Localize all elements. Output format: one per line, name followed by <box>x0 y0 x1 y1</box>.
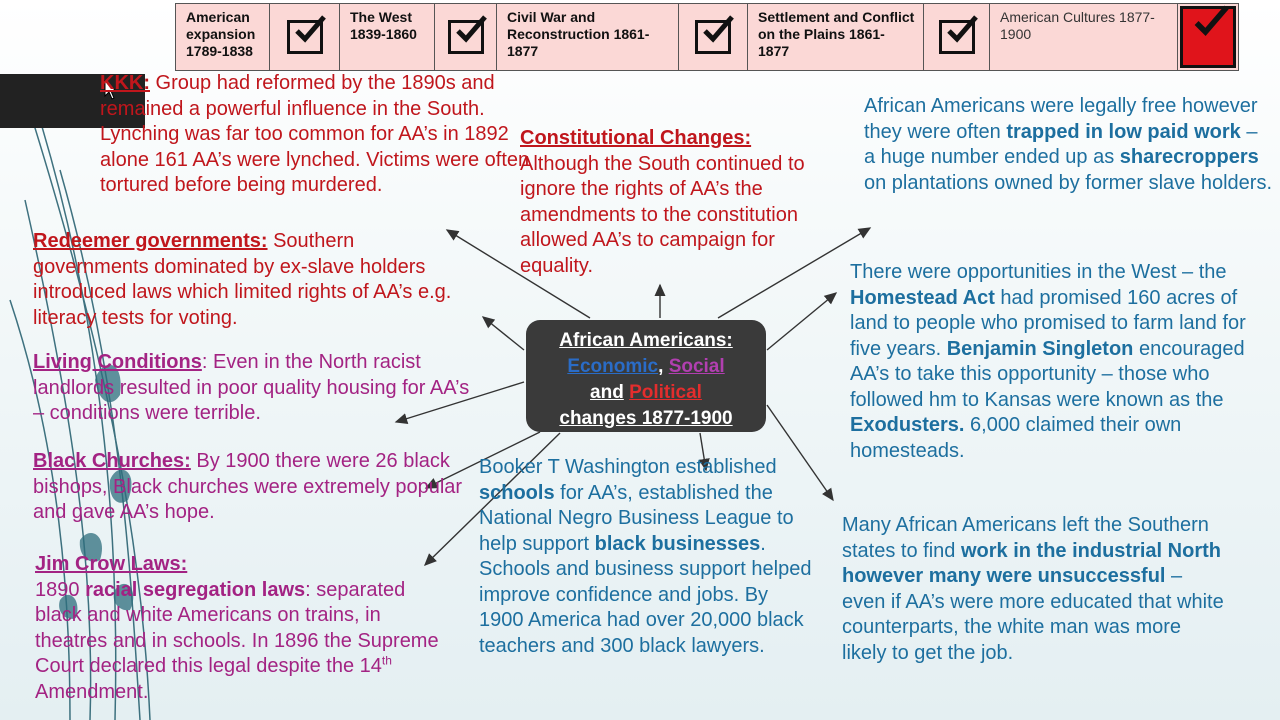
nav-label: Civil War and Reconstruction 1861-1877 <box>507 9 650 59</box>
jimcrow-heading: Jim Crow Laws: <box>35 553 188 575</box>
north-b1: work in the industrial North however many were unsuccessful <box>842 539 1221 587</box>
living-heading: Living Conditions <box>33 351 202 373</box>
north-t2: – even if AA’s were more educated that white counterparts, the white man was more likely to get the job. <box>842 565 1224 664</box>
nav-label: American Cultures 1877-1900 <box>1000 9 1155 42</box>
booker-t2: for AA’s, established the National Negro Business League to help support <box>479 481 794 555</box>
west-b3: Exodusters. <box>850 414 965 436</box>
jimcrow-bold: racial segregation laws <box>85 578 306 601</box>
center-title: African Americans: <box>559 330 733 351</box>
booker-t-washington-note <box>479 455 814 659</box>
jimcrow-text: : separated black and white Americans on trains, in theatres and in schools. In 1896 the Supreme Court declared this legal despite the 14 <box>35 578 439 677</box>
nav-label: Settlement and Conflict on the Plains 1861-1877 <box>758 9 915 59</box>
redeemer-note <box>33 229 473 331</box>
sharecroppers-b1: trapped in low paid work <box>1006 120 1241 143</box>
west-t4: 6,000 claimed their own homesteads. <box>850 414 1182 462</box>
center-comma: , <box>658 356 664 377</box>
sharecroppers-note <box>864 94 1274 196</box>
constitutional-heading: Constitutional Changes: <box>520 127 752 149</box>
jimcrow-end: Amendment. <box>35 680 149 703</box>
constitutional-text: Although the South continued to ignore the rights of AA’s the amendments to the constitution allowed AA’s to campaign for equality. <box>520 152 805 277</box>
west-t1: There were opportunities in the West – the <box>850 261 1227 283</box>
redeemer-heading: Redeemer governments: <box>33 230 268 252</box>
center-political: Political <box>629 382 702 403</box>
sharecroppers-b2: sharecroppers <box>1119 146 1259 168</box>
kkk-text: Group had reformed by the 1890s and remained a powerful influence in the South. Lynching was far too common for AA’s in 1892 alone 161 AA’s were lynched. Victims were often tortured before being murdered. <box>100 72 530 196</box>
living-conditions-note <box>33 350 473 427</box>
west-t2: had promised 160 acres of land to people who promised to farm land for five years. <box>850 286 1246 360</box>
west-b1: Homestead Act <box>850 286 995 309</box>
constitutional-note <box>520 126 840 279</box>
west-opportunities-note <box>850 260 1265 464</box>
center-and: and <box>590 382 624 403</box>
living-text: : Even in the North racist landlords resulted in poor quality housing for AA’s – conditions were terrible. <box>33 351 470 424</box>
center-economic: Economic <box>567 356 659 377</box>
west-b2: Benjamin Singleton <box>946 337 1134 360</box>
booker-b2: black businesses <box>594 532 761 555</box>
center-dates: changes 1877-1900 <box>559 408 733 429</box>
sharecroppers-t1: African Americans were legally free however they were often <box>864 95 1258 143</box>
booker-t1: Booker T Washington established <box>479 456 777 478</box>
nav-label: American expansion 1789-1838 <box>186 9 256 59</box>
kkk-heading: KKK: <box>100 72 150 94</box>
kkk-note <box>100 71 540 199</box>
west-t3: encouraged AA’s to take this opportunity – those who followed hm to Kansas were known as the <box>850 337 1245 411</box>
booker-b1: schools <box>479 481 555 504</box>
center-social: Social <box>668 356 725 377</box>
jimcrow-line-start: 1890 <box>35 578 86 601</box>
sharecroppers-t2: – a huge number ended up as <box>864 120 1258 168</box>
nav-label: The West 1839-1860 <box>350 9 417 42</box>
churches-heading: Black Churches: <box>33 450 191 472</box>
redeemer-text: Southern governments dominated by ex-slave holders introduced laws which limited rights of AA’s e.g. literacy tests for voting. <box>33 230 452 329</box>
jimcrow-sup: th <box>381 653 392 668</box>
north-t1: Many African Americans left the Southern states to find <box>842 514 1209 562</box>
black-churches-note <box>33 449 463 526</box>
sharecroppers-t3: on plantations owned by former slave holders. <box>864 171 1273 194</box>
booker-t3: . Schools and business support helped improve confidence and jobs. By 1900 America had over 20,000 black teachers and 300 black lawyers. <box>479 532 812 657</box>
central-topic-node <box>526 320 766 432</box>
jim-crow-note <box>35 552 455 705</box>
industrial-north-note <box>842 513 1227 666</box>
churches-text: By 1900 there were 26 black bishops, Black churches were extremely popular and gave AA’s hope. <box>33 450 463 523</box>
